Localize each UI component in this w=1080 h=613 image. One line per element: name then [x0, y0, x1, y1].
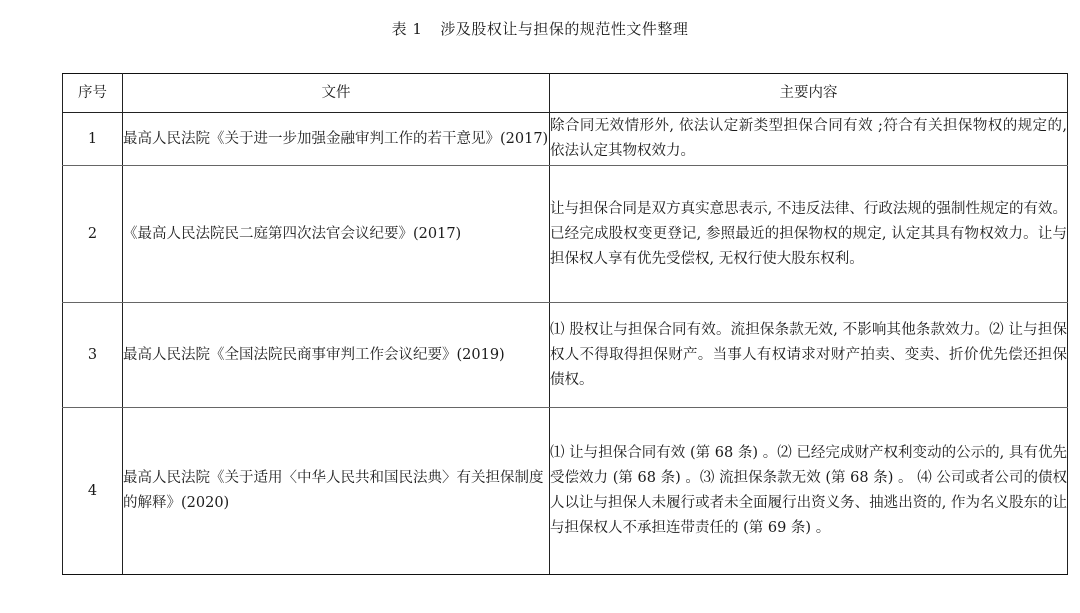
row-document: 最高人民法院《关于适用〈中华人民共和国民法典〉有关担保制度的解释》(2020) — [123, 408, 550, 575]
row-content: 让与担保合同是双方真实意思表示, 不违反法律、行政法规的强制性规定的有效。已经完成股权变更登记, 参照最近的担保物权的规定, 认定其具有物权效力。让与担保权人享有优先受偿权, 无权行使大股东权利。 — [550, 166, 1068, 303]
table-caption-title: 涉及股权让与担保的规范性文件整理 — [440, 20, 689, 38]
row-document: 《最高人民法院民二庭第四次法官会议纪要》(2017) — [123, 166, 550, 303]
row-content: 除合同无效情形外, 依法认定新类型担保合同有效 ;符合有关担保物权的规定的, 依法认定其物权效力。 — [550, 113, 1068, 166]
header-content: 主要内容 — [550, 74, 1068, 113]
row-num: 4 — [63, 408, 123, 575]
table-caption-number: 表 1 — [391, 20, 423, 38]
row-document: 最高人民法院《关于进一步加强金融审判工作的若干意见》(2017) — [123, 113, 550, 166]
table-body — [63, 113, 1068, 575]
row-num: 3 — [63, 303, 123, 408]
header-num: 序号 — [63, 74, 123, 113]
table-header — [63, 74, 1068, 113]
row-num: 1 — [63, 113, 123, 166]
row-content: ⑴ 让与担保合同有效 (第 68 条) 。⑵ 已经完成财产权利变动的公示的, 具有优先受偿效力 (第 68 条) 。⑶ 流担保条款无效 (第 68 条) 。 ⑷ 公司或者公司的债权人以让与担保人未履行或者未全面履行出资义务、抽逃出资的, 作为名义股东的让与担保权人不承担连带责任的 (第 69 条) 。 — [550, 408, 1068, 575]
documents-table — [62, 73, 1068, 575]
row-document: 最高人民法院《全国法院民商事审判工作会议纪要》(2019) — [123, 303, 550, 408]
table-row — [63, 113, 1068, 166]
header-document: 文件 — [123, 74, 550, 113]
header-row — [63, 74, 1068, 113]
row-content: ⑴ 股权让与担保合同有效。流担保条款无效, 不影响其他条款效力。⑵ 让与担保权人不得取得担保财产。当事人有权请求对财产拍卖、变卖、折价优先偿还担保债权。 — [550, 303, 1068, 408]
table-row — [63, 303, 1068, 408]
table-caption — [0, 18, 1080, 39]
row-num: 2 — [63, 166, 123, 303]
table-row — [63, 166, 1068, 303]
table-row — [63, 408, 1068, 575]
